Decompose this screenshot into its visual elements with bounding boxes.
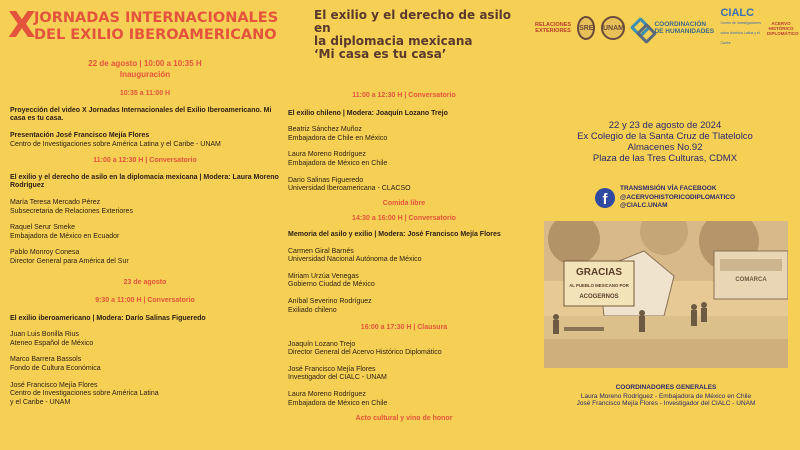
event-dates: 22 y 23 de agosto de 2024: [608, 120, 722, 131]
mid-time1: 11:00 a 12:30 H | Conversatorio: [352, 92, 456, 99]
subtitle-line2: la diplomacia mexicana: [314, 34, 473, 48]
speaker-name: Carmen Giral Barnés: [288, 247, 354, 255]
speaker-name: José Francisco Mejía Flores: [288, 365, 376, 373]
speaker-role: Fondo de Cultura Económica: [10, 365, 101, 373]
sre-seal-icon: SRE: [577, 16, 595, 40]
stream-handle-2[interactable]: @CIALC.UNAM: [620, 202, 668, 209]
speaker-role: y el Caribe - UNAM: [10, 398, 71, 406]
coordinator-line1: Laura Moreno Rodríguez - Embajadora de México en Chile: [580, 392, 752, 400]
presentacion-text: Presentación José Francisco Mejía Flores: [10, 131, 150, 139]
speaker-name: Aníbal Severino Rodríguez: [288, 297, 372, 305]
day2-time1: 9:30 a 11:00 H | Conversatorio: [95, 297, 195, 305]
speaker-name: Raquel Serur Smeke: [10, 224, 75, 232]
venue-line3: Plaza de las Tres Culturas, CDMX: [592, 153, 738, 164]
subtitle-line3: ‘Mi casa es tu casa’: [314, 47, 447, 61]
speaker-role: Ateneo Español de México: [10, 339, 94, 347]
venue-line1: Ex Colegio de la Santa Cruz de Tlatelolco: [577, 131, 753, 142]
speaker-role: Embajadora de México en Chile: [288, 159, 388, 167]
coordinacion-humanidades-logo: [631, 18, 714, 38]
speaker-name: Miriam Urzúa Venegas: [288, 272, 359, 280]
stream-info: [595, 185, 735, 211]
stream-label: TRANSMISIÓN VÍA FACEBOOK: [620, 185, 717, 192]
cialc-sub-label: Centro de Investigaciones sobre América Latina y el Caribe: [720, 21, 761, 45]
coordinators-heading: COORDINADORES GENERALES: [615, 384, 717, 391]
speaker-name: José Francisco Mejía Flores: [10, 381, 98, 389]
coordinator-line2: José Francisco Mejía Flores - Investigador del CIALC - UNAM: [576, 400, 756, 407]
speaker-name: Marco Barrera Bassols: [10, 356, 82, 364]
inauguracion-label: Inauguración: [119, 69, 171, 79]
event-title-line1: JORNADAS INTERNACIONALES: [34, 10, 279, 26]
speaker-name: Beatriz Sánchez Muñoz: [288, 126, 362, 134]
humanidades-label: COORDINACIÓN DE HUMANIDADES: [654, 21, 715, 35]
photo-sign-2: AL PUEBLO MEXICANO POR: [569, 283, 629, 288]
photo-sign-4: COMARCA: [735, 277, 767, 283]
cialc-logo: [720, 8, 761, 48]
day1-panel1-title: El exilio y el derecho de asilo en la diplomacia mexicana | Modera: Laura Moreno Rodríguez: [10, 173, 279, 190]
unam-seal-icon: UNAM: [601, 16, 625, 40]
sponsor-logos: [535, 7, 799, 45]
day2-date: 23 de agosto: [123, 278, 167, 286]
event-subtitle: [314, 9, 514, 61]
speaker-role: Embajadora de México en Ecuador: [10, 232, 120, 240]
proyeccion-text: Proyección del video X Jornadas Internacionales del Exilio Iberoamericano. Mi casa es tu casa.: [10, 106, 272, 123]
event-title: [34, 10, 278, 44]
program-column-left: [10, 60, 280, 407]
venue-line2: Almacenes No.92: [627, 142, 703, 153]
speaker-name: Laura Moreno Rodríguez: [288, 391, 366, 399]
subtitle-line1: El exilio y el derecho de asilo en: [314, 8, 512, 35]
mid-panel1-title: El exilio chileno | Modera: Joaquín Lozano Trejo: [288, 109, 448, 117]
speaker-name: María Teresa Mercado Pérez: [10, 198, 101, 206]
speaker-name: Laura Moreno Rodríguez: [288, 151, 366, 159]
cialc-label: CIALC: [720, 7, 755, 19]
speaker-role: Director General para América del Sur: [10, 257, 129, 265]
speaker-role: Universidad Nacional Autónoma de México: [288, 256, 422, 264]
event-title-line2: DEL EXILIO IBEROAMERICANO: [34, 27, 277, 43]
speaker-name: Pablo Monroy Conesa: [10, 249, 80, 257]
speaker-role: Director General del Acervo Histórico Diplomático: [288, 349, 442, 357]
day2-panel-title: El exilio iberoamericano | Modera: Darío Salinas Figueredo: [10, 314, 206, 322]
comida-label: Comida libre: [382, 199, 426, 207]
protest-photo-illustration: [544, 221, 788, 368]
speaker-role: Embajadora de Chile en México: [288, 134, 388, 142]
humanidades-icon: [631, 18, 651, 38]
day1-time1: 10:35 a 11:00 H: [119, 90, 171, 98]
speaker-name: Dario Salinas Figueredo: [288, 176, 364, 184]
venue-block: [540, 120, 790, 164]
day1-time2: 11:00 a 12:30 H | Conversatorio: [93, 157, 197, 165]
speaker-role: Gobierno Ciudad de México: [288, 281, 375, 289]
roman-numeral: X: [8, 5, 36, 46]
relaciones-exteriores-logo: RELACIONES EXTERIORES: [535, 22, 572, 34]
photo-sign-1: GRACIAS: [575, 267, 623, 278]
photo-sign-3: ACOGERNOS: [579, 294, 619, 300]
speaker-role: Subsecretaria de Relaciones Exteriores: [10, 207, 133, 215]
mid-time3: 16:00 a 17:30 H | Clausura: [360, 324, 448, 332]
speaker-role: Universidad Iberoamericana - CLACSO: [288, 185, 411, 193]
day1-date: 22 de agosto | 10:00 a 10:35 H: [88, 59, 202, 68]
speaker-role: Embajadora de México en Chile: [288, 399, 388, 407]
stream-handle-1[interactable]: @ACERVOHISTORICODIPLOMATICO: [620, 193, 736, 201]
mid-panel2-title: Memoria del asilo y exilio | Modera: José Francisco Mejía Flores: [288, 230, 501, 238]
coordinators-block: [544, 384, 788, 408]
speaker-name: Juan Luis Bonilla Rius: [10, 331, 79, 339]
speaker-role: Centro de Investigaciones sobre América Latina: [10, 390, 159, 398]
historic-photo: [544, 221, 788, 368]
program-column-middle: [288, 92, 520, 424]
acervo-logo: ACERVO HISTÓRICO DIPLOMÁTICO: [767, 20, 799, 36]
speaker-name: Joaquín Lozano Trejo: [288, 340, 356, 348]
speaker-role: Exiliado chileno: [288, 306, 337, 314]
mid-time2: 14:30 a 16:00 H | Conversatorio: [352, 215, 456, 223]
facebook-icon[interactable]: f: [595, 188, 615, 208]
speaker-role: Investigador del CIALC - UNAM: [288, 374, 387, 382]
cierre-label: Acto cultural y vino de honor: [355, 415, 453, 423]
presentacion-org: Centro de Investigaciones sobre América Latina y el Caribe - UNAM: [10, 140, 221, 148]
